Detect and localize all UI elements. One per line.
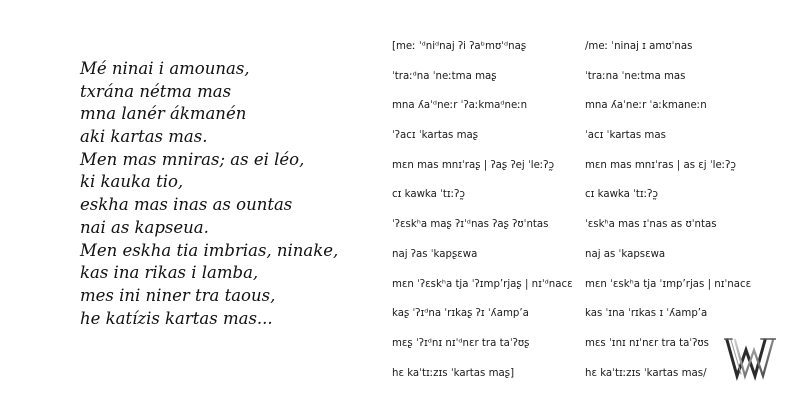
poem-line: nai as kapseua. [80, 217, 209, 237]
poem-line: mna lanér ákmanén [80, 104, 247, 124]
phonemic-line: mɛs ˈɪnɪ nɪˈnɛr tra taˈʔʊs [585, 337, 709, 349]
phonemic-line: mna ʎaˈneːr ˈaːkmaneːn [585, 100, 707, 112]
poem-line: tхrána nétma mas [80, 81, 232, 101]
phonemic-line: mɛn mas mnɪˈras | as ɛj ˈleːʔɔ̰ [585, 159, 736, 171]
phonetic-line: naj ʔas ˈkapʂɛwa [392, 248, 478, 260]
phonetic-line: ˈtraːᵈna ˈneːtma maʂ [392, 70, 497, 82]
poem-text [80, 58, 380, 330]
wikisource-w-logo-icon [724, 334, 776, 382]
phonetic-line: cɪ kawka ˈtɪːʔɔ̰ [392, 189, 465, 201]
phonetic-line: hɛ kaˈtɪːzɪs ˈkartas maʂ] [392, 367, 515, 379]
phonetic-line: mɛʂ ˈʔɪᵈnɪ nɪˈᵈnɛr tra taˈʔʊʂ [392, 337, 530, 349]
poem-line: Men mas mniras; as ei léo, [80, 149, 305, 169]
poem-line: mes ini niner tra taous, [80, 285, 276, 305]
poem-line: kas ina rikas i lamba, [80, 263, 259, 283]
phonetic-line: ˈʔɛskʰa maʂ ʔɪˈᵈnas ʔaʂ ʔʊˈntas [392, 219, 549, 231]
poem-line: he katízis kartas mas... [80, 308, 273, 328]
phonetic-line: mɛn ˈʔɛskʰa tja ˈʔɪmpʼrjaʂ | nɪˈᵈnacɛ [392, 278, 573, 290]
phonetic-line: [meː ˈᵈniᵈnaj ʔi ʔaᵇmʊˈᵈnaʂ [392, 41, 527, 52]
poem-line: aki kartas mas. [80, 127, 208, 147]
poem-line: Mé ninai i amounas, [80, 59, 250, 78]
phonemic-line: naj as ˈkapsɛwa [585, 248, 666, 260]
poem-line: ki kauka tio, [80, 172, 184, 192]
phonemic-line: mɛn ˈɛskʰa tja ˈɪmpʼrjas | nɪˈnacɛ [585, 278, 752, 290]
phonemic-line: cɪ kawka ˈtɪːʔɔ̰ [585, 189, 658, 201]
phonemic-line: kas ˈɪna ˈrɪkas ɪ ˈʎampʼa [585, 308, 708, 320]
phonetic-line: mɛn mas mnɪˈraʂ | ʔaʂ ʔej ˈleːʔɔ̰ [392, 159, 555, 171]
phonemic-line: /meː ˈninaj ɪ amʊˈnas [585, 41, 693, 52]
phonemic-line: hɛ kaˈtɪːzɪs ˈkartas mas/ [585, 367, 707, 379]
poem-line: Men eskha tia imbrias, ninake, [80, 240, 339, 260]
phonemic-line: ˈɛskʰa mas ɪˈnas as ʊˈntas [585, 219, 717, 231]
phonemic-line: ˈacɪ ˈkartas mas [585, 130, 666, 142]
phonetic-line: kaʂ ˈʔɪᵈna ˈrɪkaʂ ʔɪ ˈʎampʼa [392, 308, 529, 320]
phonetic-transcription [392, 32, 582, 388]
poem-line: eskha mas inas as ountas [80, 195, 293, 215]
phonemic-line: ˈtraːna ˈneːtma mas [585, 70, 686, 82]
phonetic-line: ˈʔacɪ ˈkartas maʂ [392, 130, 479, 142]
phonetic-line: mna ʎaˈᵈneːr ˈʔaːkmaᵈneːn [392, 100, 528, 112]
